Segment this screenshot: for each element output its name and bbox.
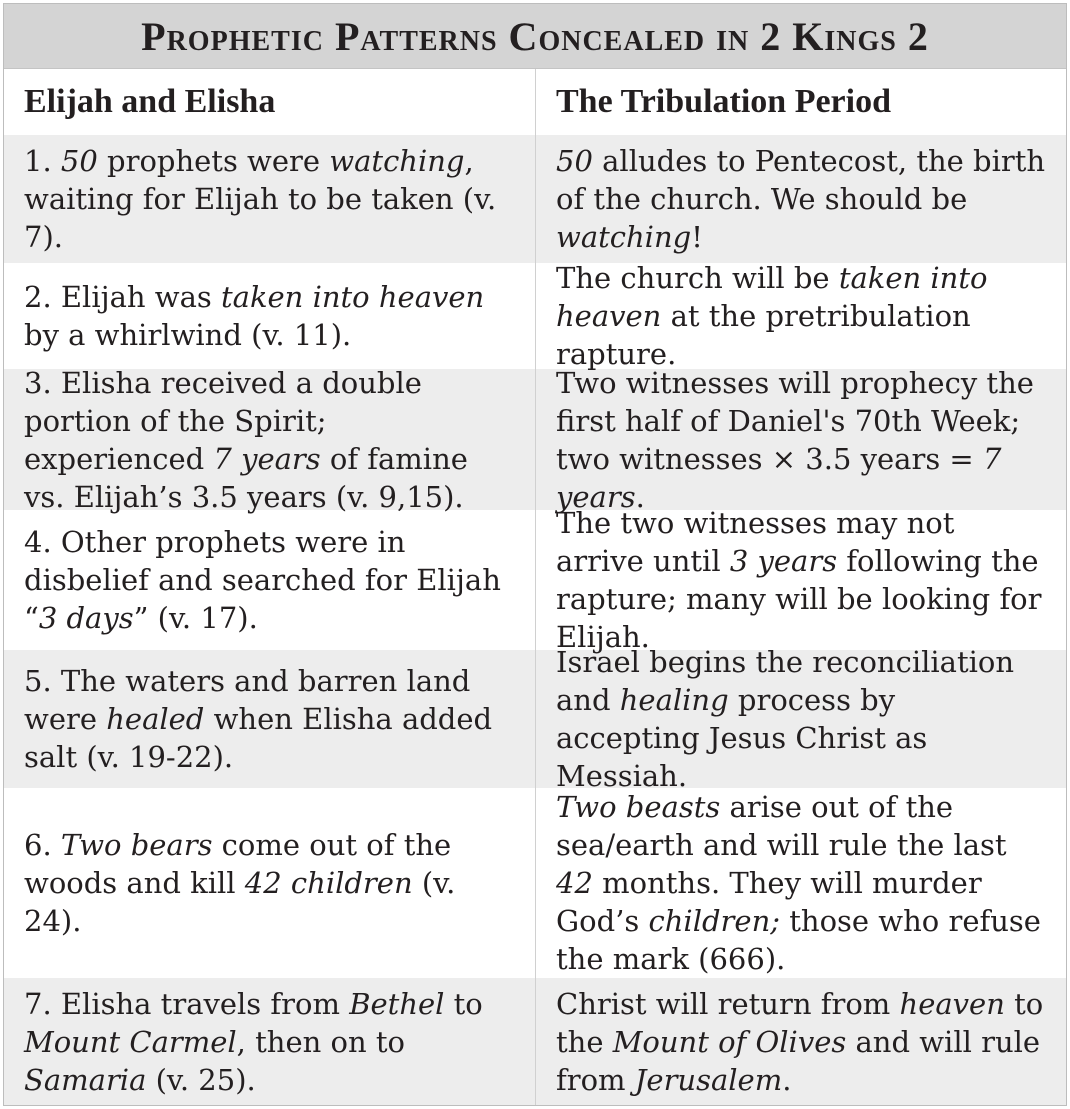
italic-emphasis: 3 years — [729, 544, 838, 578]
row-7-right — [536, 978, 1066, 1105]
italic-emphasis: Mount of Olives — [612, 1024, 847, 1059]
row-4-left — [4, 510, 536, 650]
row-6-left-text: 6. Two bears come out of the woods and kill 42 children (v. 24). — [24, 828, 456, 938]
row-1-left — [4, 135, 536, 263]
row-2-right-text: The church will be taken into heaven at the pretribulation rapture. — [556, 261, 988, 371]
row-7-right-text: Christ will return from heaven to the Mount of Olives and will rule from Jerusalem. — [556, 986, 1044, 1097]
italic-emphasis: 50 — [556, 144, 593, 178]
row-3-right — [536, 365, 1066, 514]
table-row — [4, 788, 1066, 978]
header-right — [536, 69, 1066, 135]
prophetic-patterns-table — [3, 3, 1067, 1106]
italic-emphasis: 7 years — [556, 441, 1002, 514]
row-5-left-text: 5. The waters and barren land were healed when Elisha added salt (v. 19-22). — [24, 664, 493, 774]
row-4-left-text: 4. Other prophets were in disbelief and searched for Elijah “3 days” (v. 17). — [24, 525, 501, 635]
row-3-right-text: Two witnesses will prophecy the first half of Daniel's 70th Week; two witnesses × 3.5 years = 7 years. — [556, 365, 1034, 514]
header-left — [4, 69, 536, 135]
row-5-right-text: Israel begins the reconciliation and healing process by accepting Jesus Christ as Messiah. — [556, 645, 1015, 793]
italic-emphasis: 3 days — [38, 601, 134, 635]
row-1-right — [536, 135, 1066, 263]
row-7-left — [4, 978, 536, 1105]
row-3-left — [4, 365, 536, 514]
italic-emphasis: Two bears — [60, 828, 213, 862]
row-6-right-text: Two beasts arise out of the sea/earth and will rule the last 42 months. They will murder God’s children; those who refuse the mark (666). — [556, 790, 1041, 976]
italic-emphasis: Two beasts — [556, 790, 721, 824]
italic-emphasis: healing — [619, 683, 729, 717]
row-6-left — [4, 788, 536, 978]
row-4-right — [536, 506, 1066, 654]
row-5-left — [4, 650, 536, 788]
row-6-right — [536, 788, 1066, 978]
italic-emphasis: taken into heaven — [556, 261, 988, 333]
table-row — [4, 263, 1066, 369]
table-title-bar — [4, 4, 1066, 69]
row-1-left-text: 1. 50 prophets were watching, waiting for Elijah to be taken (v. 7). — [24, 144, 497, 254]
row-1-right-text: 50 alludes to Pentecost, the birth of the church. We should be watching! — [556, 144, 1046, 254]
table-title: Prophetic Patterns Concealed in 2 Kings 2 — [141, 13, 929, 59]
italic-emphasis: heaven — [899, 986, 1005, 1021]
italic-emphasis: children; — [648, 904, 781, 938]
header-right-label: The Tribulation Period — [556, 83, 892, 120]
row-2-right — [536, 263, 1066, 369]
italic-emphasis: 7 years — [213, 441, 321, 476]
header-row — [4, 69, 1066, 135]
italic-emphasis: 50 — [60, 144, 98, 178]
italic-emphasis: taken into heaven — [221, 280, 485, 314]
italic-emphasis: watching — [329, 144, 465, 178]
italic-emphasis: healed — [106, 702, 205, 736]
italic-emphasis: Samaria — [24, 1062, 147, 1097]
table-row — [4, 645, 1066, 793]
row-2-left — [4, 263, 536, 369]
italic-emphasis: watching — [556, 220, 692, 254]
table-row — [4, 978, 1066, 1105]
italic-emphasis: 42 — [556, 866, 593, 900]
italic-emphasis: Mount Carmel — [24, 1024, 237, 1059]
table-row — [4, 135, 1066, 263]
row-4-right-text: The two witnesses may not arrive until 3 years following the rapture; many will be looking for Elijah. — [556, 506, 1042, 654]
italic-emphasis: 42 children — [244, 866, 413, 900]
table-row — [4, 365, 1066, 514]
row-2-left-text: 2. Elijah was taken into heaven by a whirlwind (v. 11). — [24, 280, 485, 352]
italic-emphasis: Bethel — [349, 986, 445, 1021]
header-left-label: Elijah and Elisha — [24, 83, 276, 120]
row-5-right — [536, 645, 1066, 793]
italic-emphasis: Jerusalem — [634, 1062, 783, 1097]
row-3-left-text: 3. Elisha received a double portion of the Spirit; experienced 7 years of famine vs. Elijah’s 3.5 years (v. 9,15). — [24, 365, 468, 514]
row-7-left-text: 7. Elisha travels from Bethel to Mount Carmel, then on to Samaria (v. 25). — [24, 986, 483, 1097]
table-row — [4, 506, 1066, 654]
